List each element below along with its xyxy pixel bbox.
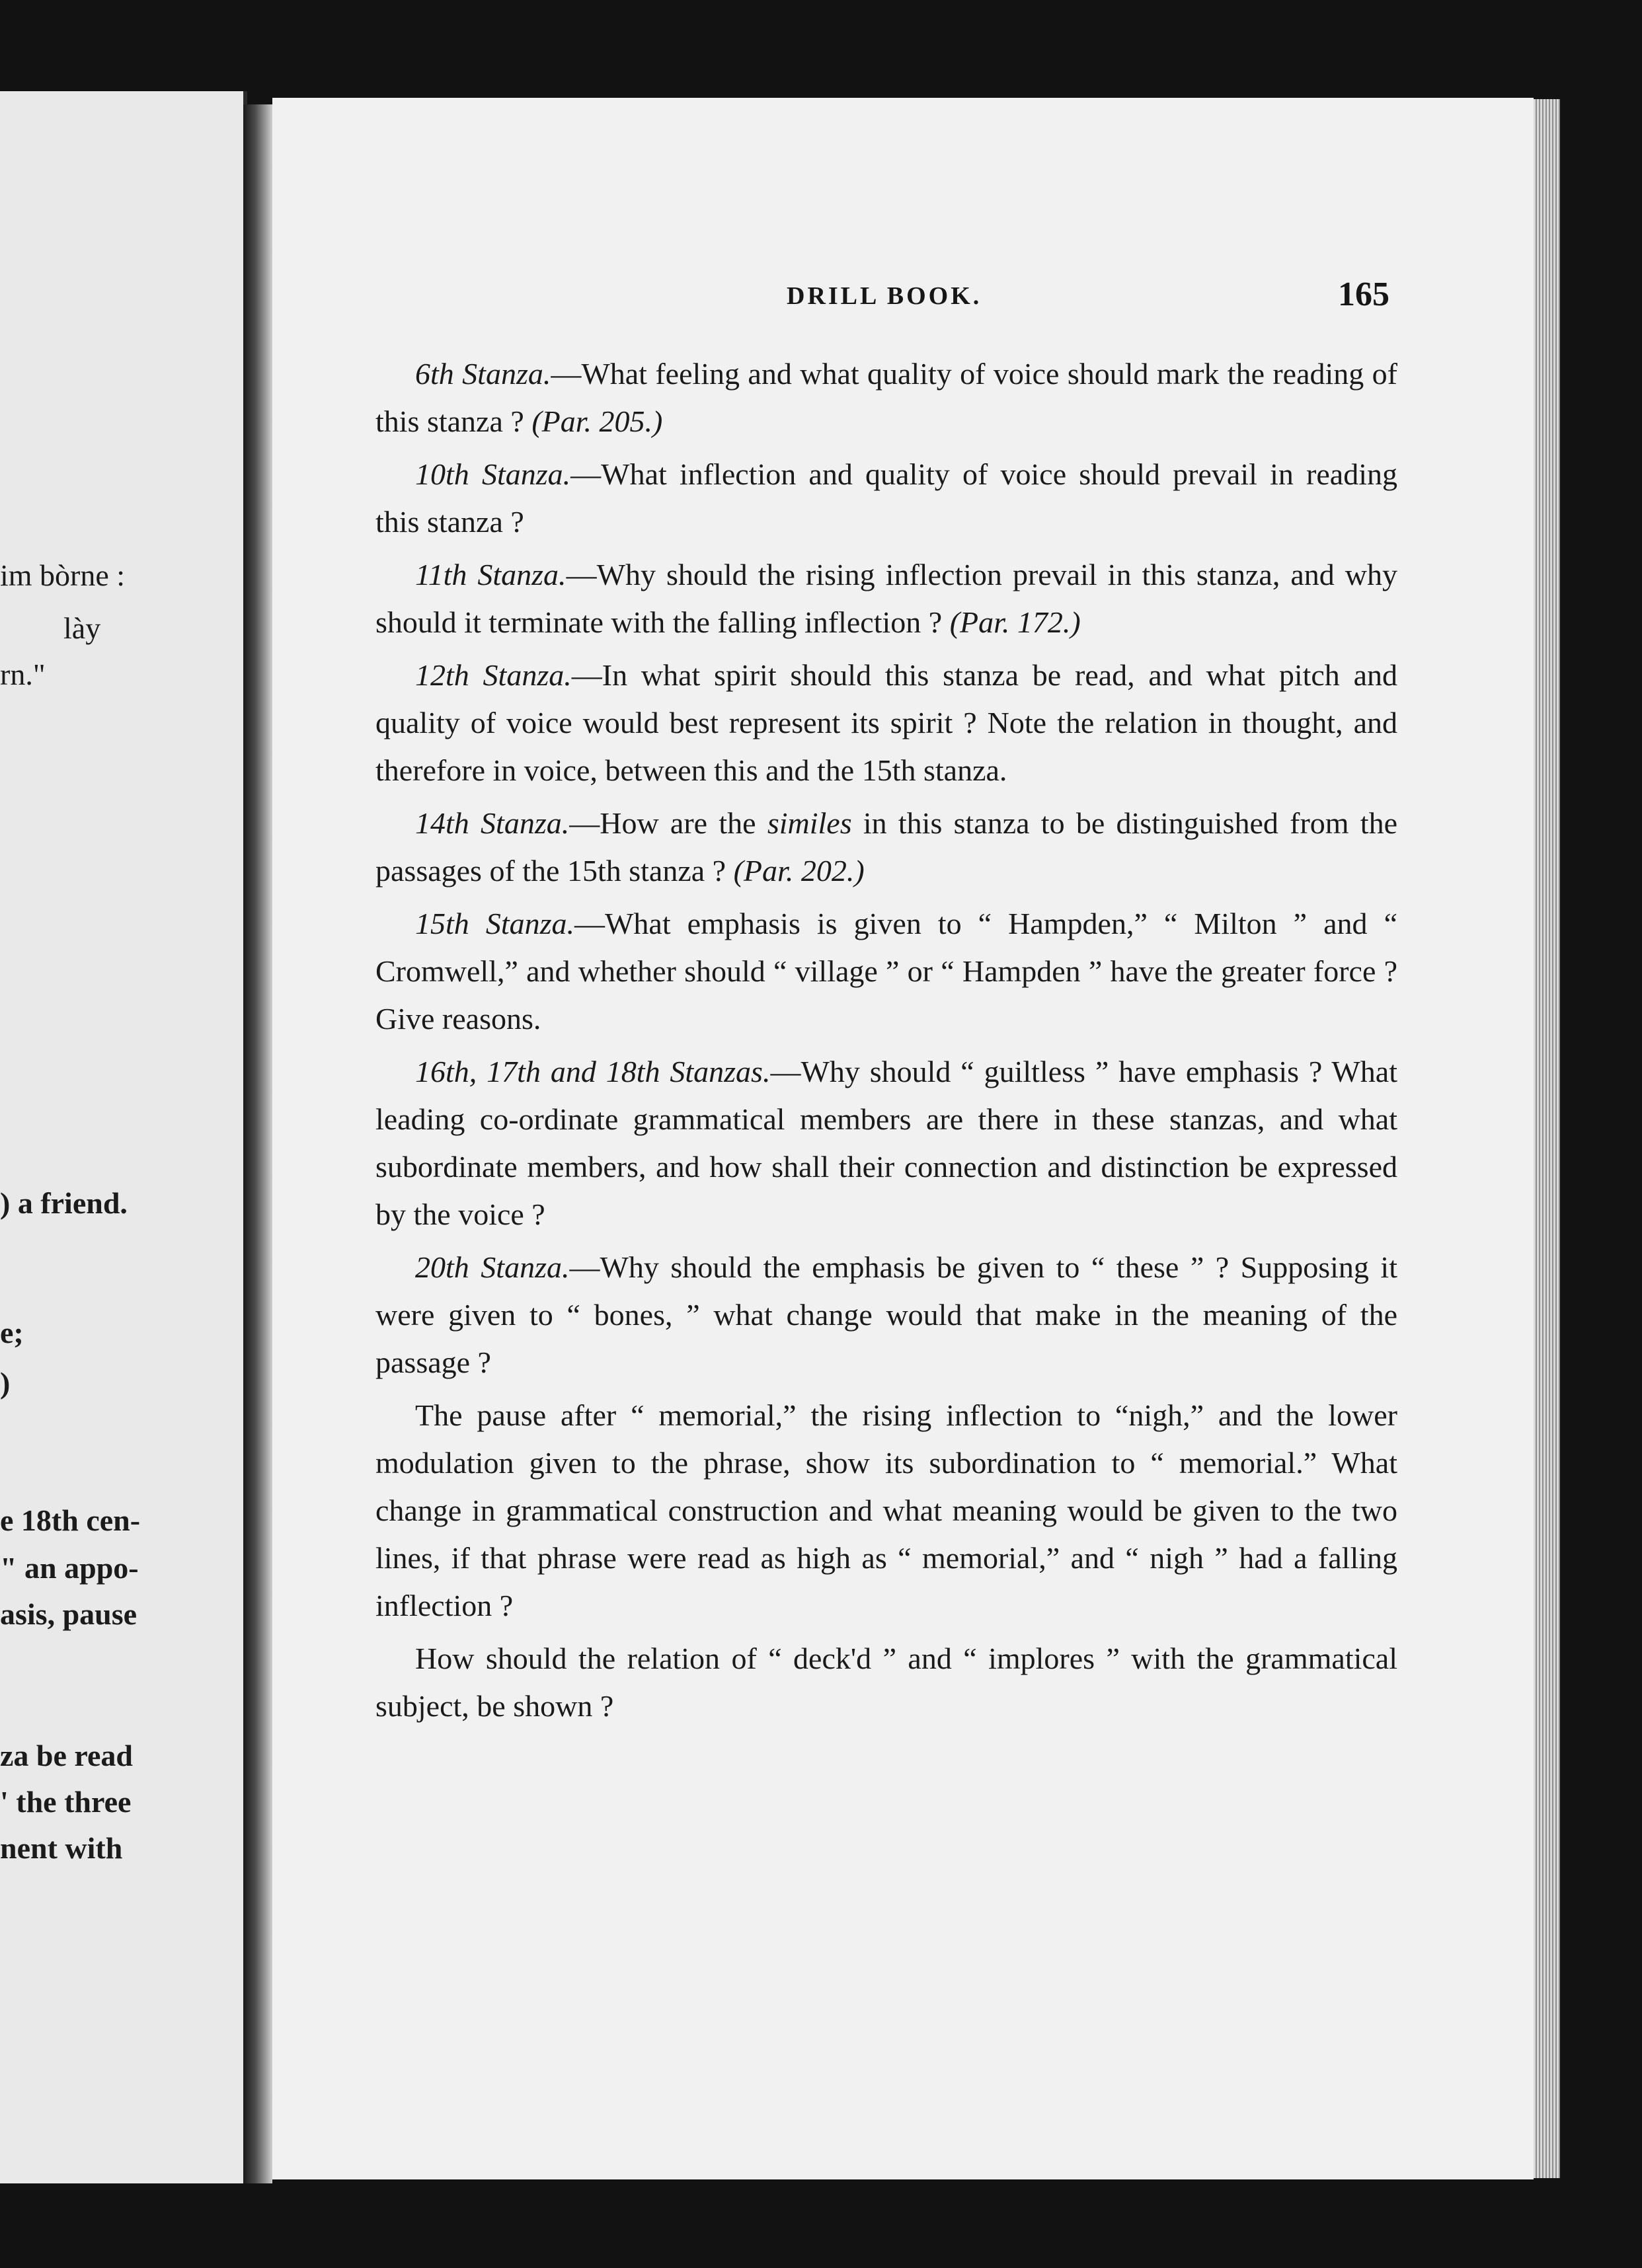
paragraph-deckd [375, 1635, 1397, 1730]
right-page [272, 98, 1534, 2179]
stanza-label: 10th Stanza. [415, 457, 571, 491]
paragraph-text: —How are the [569, 806, 767, 840]
left-page-fragment: nent with [0, 1831, 123, 1865]
left-page-fragment: lày [63, 611, 101, 645]
paragraph-text: —Why should the emphasis be given to “ these ” ? Supposing it were given to “ bones, ” what change would that make in the meaning of the passage ? [375, 1250, 1397, 1379]
left-page-fragment: ) a friend. [0, 1186, 128, 1220]
paragraph-12th-stanza [375, 652, 1397, 794]
left-page-fragment: za be read [0, 1739, 134, 1772]
stanza-label: 14th Stanza. [415, 806, 570, 840]
paragraph-11th-stanza [375, 551, 1397, 646]
stanza-label: 6th Stanza. [415, 357, 551, 391]
paragraph-text: —Why should “ guiltless ” have emphasis ? What leading co-ordinate grammatical members are there in these stanzas, and what subordinate members, and how shall their connection and distinction be expressed by the voice ? [375, 1055, 1397, 1231]
paragraph-text: —Why should the rising inflection prevail in this stanza, and why should it terminate with the falling inflection ? [375, 558, 1397, 639]
running-title: DRILL BOOK. [787, 282, 982, 310]
stanza-label: 15th Stanza. [415, 907, 575, 940]
paragraph-text: in this stanza to be distinguished from the passages of the 15th stanza ? [375, 806, 1398, 888]
paragraph-text: —In what spirit should this stanza be read, and what pitch and quality of voice would best represent its spirit ? Note the relation in thought, and therefore in voice, between this and the 15th stanza. [375, 658, 1397, 787]
stanza-label: 12th Stanza. [415, 658, 572, 692]
paragraph-text: —What emphasis is given to “ Hampden,” “ Milton ” and “ Cromwell,” and whether should “ village ” or “ Hampden ” have the greater force ? Give reasons. [375, 907, 1397, 1036]
emphasized-word: similes [767, 806, 852, 840]
paragraph-6th-stanza [375, 350, 1397, 445]
stanza-label: 11th Stanza. [415, 558, 567, 591]
paragraph-reference: (Par. 172.) [949, 605, 1081, 639]
stanza-label: 16th, 17th and 18th Stanzas. [415, 1055, 771, 1088]
paragraph-14th-stanza [375, 800, 1397, 895]
page-number: 165 [1338, 276, 1389, 313]
book-gutter [243, 104, 272, 2183]
left-page-fragment: ' the three [0, 1785, 132, 1819]
left-page-fragment: e; [0, 1316, 24, 1349]
left-page-fragment: ) [0, 1366, 11, 1400]
paragraph-16th-18th-stanzas [375, 1048, 1397, 1238]
paragraph-memorial [375, 1392, 1397, 1630]
page-edge [1534, 99, 1560, 2178]
left-page-fragment: e 18th cen- [0, 1503, 141, 1537]
left-page-fragment: im bòrne : [0, 558, 126, 592]
paragraph-15th-stanza [375, 900, 1397, 1043]
left-page-fragment: rn." [0, 658, 46, 691]
paragraph-text: —What feeling and what quality of voice should mark the reading of this stanza ? [375, 357, 1397, 438]
stanza-label: 20th Stanza. [415, 1250, 570, 1284]
paragraph-10th-stanza [375, 451, 1397, 546]
left-page-fragment: " an appo- [0, 1551, 139, 1585]
paragraph-reference: (Par. 205.) [531, 404, 663, 438]
page-body [375, 350, 1397, 1735]
paragraph-text: The pause after “ memorial,” the rising inflection to “nigh,” and the lower modulation given to the phrase, show its subordination to “ memorial.” What change in grammatical construction and what meaning would be given to the two lines, if that phrase were read as high as “ memorial,” and “ nigh ” had a falling inflection ? [375, 1398, 1397, 1622]
left-page-fragment: asis, pause [0, 1597, 137, 1631]
paragraph-text: —What inflection and quality of voice should prevail in reading this stanza ? [375, 457, 1397, 539]
paragraph-reference: (Par. 202.) [733, 854, 865, 888]
paragraph-20th-stanza [375, 1244, 1397, 1386]
left-page [0, 91, 247, 2183]
paragraph-text: How should the relation of “ deck'd ” and “ implores ” with the grammatical subject, be shown ? [375, 1642, 1397, 1723]
